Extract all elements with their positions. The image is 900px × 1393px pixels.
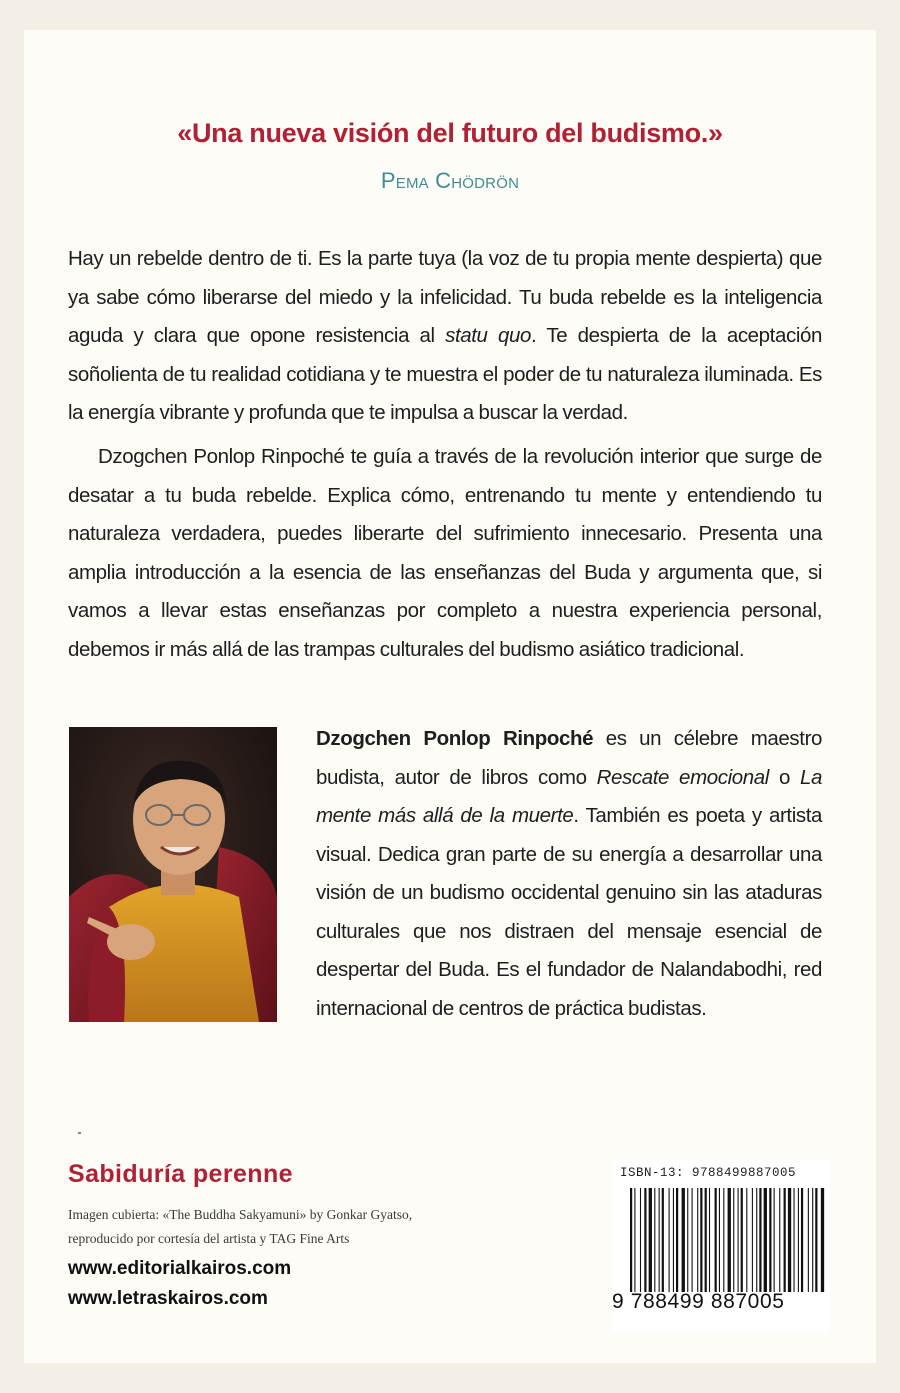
barcode-bar [788,1188,791,1292]
barcode-bar [741,1188,743,1292]
barcode-bar [821,1188,824,1292]
barcode-bar [676,1188,678,1292]
barcode [612,1160,830,1332]
synopsis-paragraph-1 [68,240,822,433]
barcode-bar [769,1188,771,1292]
bio-text: . También es poeta y artista visual. Dedica gran parte de su energía a desarrollar una visión de un budismo occidental genuino sin las ataduras culturales que nos distraen del mensaje esencial de despertar del Buda. Es el fundador de Nalandabodhi, red internacional de centros de práctica budistas. [316,804,822,1020]
barcode-bar [815,1188,817,1292]
barcode-bar [733,1188,734,1292]
bio-text: es un célebre maestro budista, autor de libros como [316,727,822,789]
barcode-bar [649,1188,652,1292]
barcode-bar [798,1188,799,1292]
speck [78,1132,81,1134]
barcode-bar [630,1188,632,1292]
barcode-bar [634,1188,635,1292]
barcode-bar [738,1188,739,1292]
synopsis-text: . Te despierta de la aceptación soñolienta de tu realidad cotidiana y te muestra el poder de tu naturaleza iluminada. Es la energía vibrante y profunda que te impulsa a buscar la verdad. [68,324,822,424]
barcode-bar [746,1188,747,1292]
cover-quote: «Una nueva visión del futuro del budismo.» [177,118,723,148]
publisher-url[interactable]: www.editorialkairos.com [68,1258,292,1279]
author-name: Dzogchen Ponlop Rinpoché [316,727,594,750]
barcode-bar [752,1188,753,1292]
credit-line: reproducido por cortesía del artista y TAG Fine Arts [68,1231,350,1246]
book-title: Rescate emocional [596,765,769,789]
barcode-bar [640,1188,641,1292]
barcode-bar [682,1188,685,1292]
barcode-digits: 9 788499 887005 [612,1290,785,1313]
barcode-bar [692,1188,693,1292]
barcode-bar [719,1188,720,1292]
barcode-bar [705,1188,707,1292]
barcode-bar [728,1188,731,1292]
barcode-bar [812,1188,813,1292]
barcode-bar [687,1188,688,1292]
series-name: Sabiduría perenne [68,1160,293,1188]
publisher-url[interactable]: www.letraskairos.com [68,1288,268,1309]
barcode-bar [654,1188,655,1292]
barcode-bar [723,1188,724,1292]
synopsis-paragraph-2: Dzogchen Ponlop Rinpoché te guía a través de la revolución interior que surge de desatar a tu buda rebelde. Explica cómo, entrenando tu mente y entendiendo tu naturaleza verdadera, puedes liberarte del sufrimiento innecesario. Presenta una amplia introducción a la esencia de las enseñanzas del Buda y argumenta que, si vamos a llevar estas enseñanzas por completo a nuestra experiencia personal, debemos ir más allá de las trampas culturales del budismo asiático tradicional. [68,445,822,661]
barcode-bar [794,1188,795,1292]
barcode-bar [673,1188,674,1292]
barcode-bars [612,1188,830,1296]
barcode-bar [709,1188,710,1292]
barcode-bar [669,1188,670,1292]
synopsis-italic: statu quo [445,324,531,347]
isbn-label: ISBN-13: 9788499887005 [620,1166,797,1180]
synopsis-text: Hay un rebelde dentro de ti. Es la parte tuya (la voz de tu propia mente despierta) que ya sabe cómo liberarse del miedo y la infelicidad. Tu buda rebelde es la inteligencia aguda y clara que opone resistencia al [68,247,822,347]
barcode-bar [662,1188,664,1292]
barcode-bar [808,1188,809,1292]
barcode-bar [764,1188,767,1292]
barcode-bar [697,1188,698,1292]
barcode-bar [759,1188,761,1292]
credit-line: Imagen cubierta: «The Buddha Sakyamuni» by Gonkar Gyatso, [68,1207,413,1222]
barcode-bar [774,1188,775,1292]
barcode-bar [700,1188,702,1292]
barcode-bar [779,1188,780,1292]
quote-author: Pema Chödrön [380,168,520,193]
barcode-bar [756,1188,757,1292]
book-title: La mente más allá de la muerte [316,765,822,827]
image-credit [68,1203,488,1251]
barcode-bar [801,1188,803,1292]
barcode-bar [715,1188,717,1292]
barcode-bar [644,1188,646,1292]
barcode-bar [659,1188,660,1292]
author-bio [316,720,822,1028]
author-portrait-illustration [69,727,277,1022]
author-photo [69,727,277,1022]
bio-text: o [768,765,800,789]
barcode-bar [784,1188,786,1292]
